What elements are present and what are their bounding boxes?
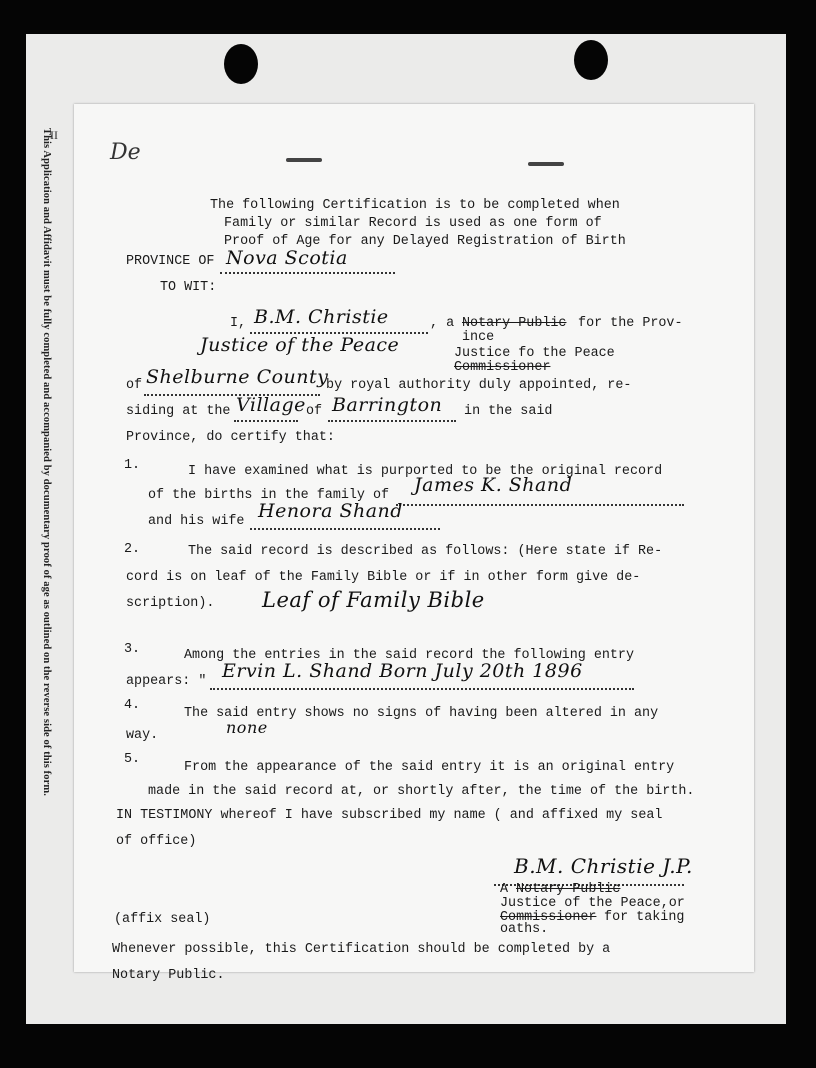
fill-line xyxy=(210,688,634,690)
in-the-said: in the said xyxy=(456,404,553,419)
item-number: 4. xyxy=(124,698,141,713)
of-word: of xyxy=(306,404,323,419)
certification-form xyxy=(74,104,754,972)
of-label: of xyxy=(126,378,143,393)
commissioner-struck: Commissioner xyxy=(454,360,551,375)
sig-commissioner-struck: Commissioner xyxy=(500,910,597,925)
description-value: Leaf of Family Bible xyxy=(262,588,485,612)
item-number: 3. xyxy=(124,642,141,657)
affix-seal: (affix seal) xyxy=(114,912,211,927)
corner-annotation: De xyxy=(110,140,141,165)
father-value: James K. Shand xyxy=(414,474,573,496)
item-number: 5. xyxy=(124,752,141,767)
item-number: 1. xyxy=(124,458,141,473)
and-wife-label: and his wife xyxy=(148,514,245,529)
header-line: Family or similar Record is used as one form of xyxy=(224,216,602,231)
appointed-text: by royal authority duly appointed, re- xyxy=(318,378,632,393)
punch-hole xyxy=(224,44,258,84)
sig-notary-struck: Notary Public xyxy=(516,882,621,897)
item2-text: The said record is described as follows: (Here state if Re- xyxy=(188,544,663,559)
for-prov: for the Prov- xyxy=(570,316,683,331)
sig-a: A xyxy=(500,882,509,897)
staple xyxy=(286,158,322,162)
way-value: none xyxy=(226,718,268,737)
item2-line3: scription). xyxy=(126,596,215,611)
item2-line2: cord is on leaf of the Family Bible or if in other form give de- xyxy=(126,570,641,585)
item5-line2: made in the said record at, or shortly after, the time of the birth. xyxy=(148,784,695,799)
fill-line xyxy=(328,420,456,422)
mother-value: Henora Shand xyxy=(258,500,403,522)
fill-line xyxy=(396,504,684,506)
appears-label: appears: " xyxy=(126,674,207,689)
fill-line xyxy=(220,272,395,274)
notary-struck: Notary Public xyxy=(462,316,567,331)
births-of-label: of the births in the family of xyxy=(148,488,390,503)
province-certify: Province, do certify that: xyxy=(126,430,335,445)
item5-text: From the appearance of the said entry it is an original entry xyxy=(184,760,675,775)
item1-text: I have examined what is purported to be the original record xyxy=(188,464,663,479)
punch-hole xyxy=(574,40,608,80)
item4-text: The said entry shows no signs of having been altered in any xyxy=(184,706,659,721)
item3-text: Among the entries in the said record the following entry xyxy=(184,648,634,663)
of-office-text: of office) xyxy=(116,834,197,849)
village-value: Village xyxy=(236,394,306,416)
to-wit-label: TO WIT: xyxy=(160,280,217,295)
residing-label: siding at the xyxy=(126,404,231,419)
header-line: Proof of Age for any Delayed Registration of Birth xyxy=(224,234,626,249)
footer-line: Notary Public. xyxy=(112,968,225,983)
sig-oaths: oaths. xyxy=(500,922,549,937)
fill-line xyxy=(234,420,298,422)
signature: B.M. Christie J.P. xyxy=(514,854,693,878)
sig-for-taking: for taking xyxy=(596,910,685,925)
justice-handwritten: Justice of the Peace xyxy=(200,334,400,356)
county-value: Shelburne County xyxy=(146,366,329,388)
footer-line: Whenever possible, this Certification should be completed by a xyxy=(112,942,611,957)
entry-value: Ervin L. Shand Born July 20th 1896 xyxy=(222,660,583,682)
header-line: The following Certification is to be completed when xyxy=(210,198,620,213)
a-label: , a xyxy=(430,316,455,331)
i-label: I, xyxy=(230,316,247,331)
town-value: Barrington xyxy=(332,394,443,416)
side-instruction-text: This Application and Affidavit must be fully completed and accompanied by documentary proof of age as outlined on the reverse side of this form. xyxy=(41,128,52,796)
item-number: 2. xyxy=(124,542,141,557)
province-value: Nova Scotia xyxy=(226,247,348,269)
side-instruction xyxy=(38,128,56,848)
page-marker: II xyxy=(50,128,58,142)
justice-printed: Justice fo the Peace xyxy=(454,346,615,361)
fill-line xyxy=(250,528,440,530)
sig-justice: Justice of the Peace,or xyxy=(500,896,685,911)
ince: ince xyxy=(462,330,495,345)
way-label: way. xyxy=(126,728,159,743)
province-label: PROVINCE OF xyxy=(126,254,215,269)
staple xyxy=(528,162,564,166)
testimony-text: IN TESTIMONY whereof I have subscribed my name ( and affixed my seal xyxy=(116,808,663,823)
certifier-name: B.M. Christie xyxy=(254,306,389,328)
